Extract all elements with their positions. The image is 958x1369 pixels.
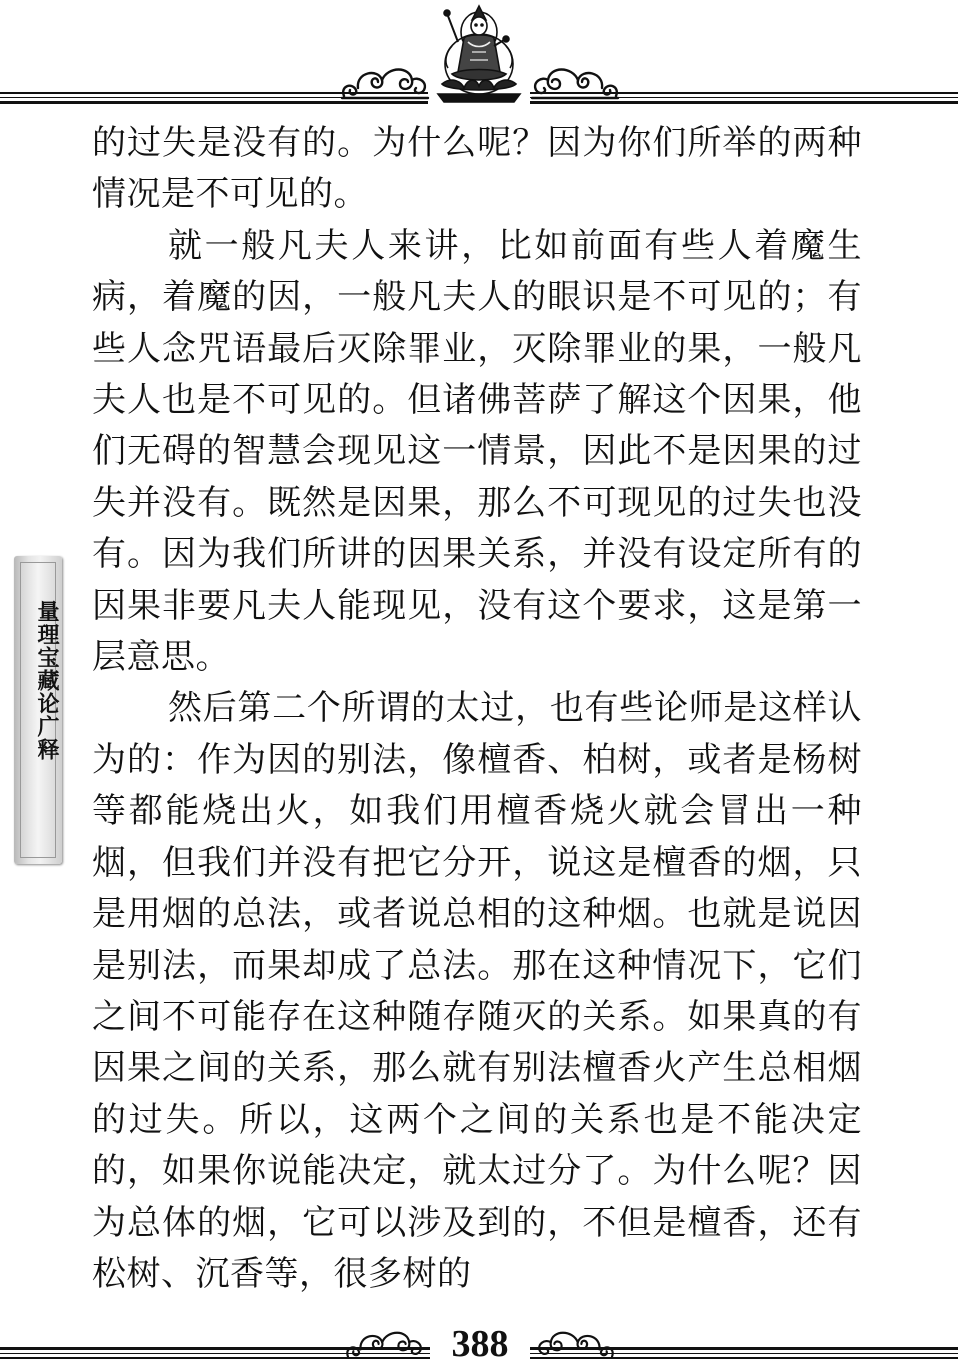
paragraph-1: 的过失是没有的。为什么呢？因为你们所举的两种情况是不可见的。 xyxy=(92,123,862,215)
padmasambhava-figure-icon xyxy=(428,2,530,106)
paragraph-3: 然后第二个所谓的太过，也有些论师是这样认为的：作为因的别法，像檀香、柏树，或者是杨树等都能烧出火，如我们用檀香烧火就会冒出一种烟，但我们并没有把它分开，说这是檀香的烟，只是用烟的总法，或者说总相的这种烟。也就是说因是别法，而果却成了总法。那在这种情况下，它们之间不可能存在这种随存随灭的关系。如果真的有因果之间的关系，那么就有别法檀香火产生总相烟的过失。所以，这两个之间的关系也是不能决定的，如果你说能决定，就太过分了。为什么呢？因为总体的烟，它可以涉及到的，不但是檀香，还有松树、沉香等，很多树的 xyxy=(92,688,862,1294)
footer-cloud-ornament-right-icon xyxy=(530,1326,622,1362)
page-number: 388 xyxy=(451,1323,509,1365)
footer-cloud-ornament-left-icon xyxy=(338,1326,430,1362)
side-tab-book-title xyxy=(14,556,62,864)
side-tab-label: 量理宝藏论广释 xyxy=(34,600,59,761)
main-text xyxy=(92,118,862,1300)
paragraph-2: 就一般凡夫人来讲，比如前面有些人着魔生病，着魔的因，一般凡夫人的眼识是不可见的；有些人念咒语最后灭除罪业，灭除罪业的果，一般凡夫人也是不可见的。但诸佛菩萨了解这个因果，他们无碍的智慧会现见这一情景，因此不是因果的过失并没有。既然是因果，那么不可现见的过失也没有。因为我们所讲的因果关系，并没有设定所有的因果非要凡夫人能现见，没有这个要求，这是第一层意思。 xyxy=(92,225,862,678)
cloud-ornament-right-icon xyxy=(530,62,622,102)
cloud-ornament-left-icon xyxy=(338,62,430,102)
